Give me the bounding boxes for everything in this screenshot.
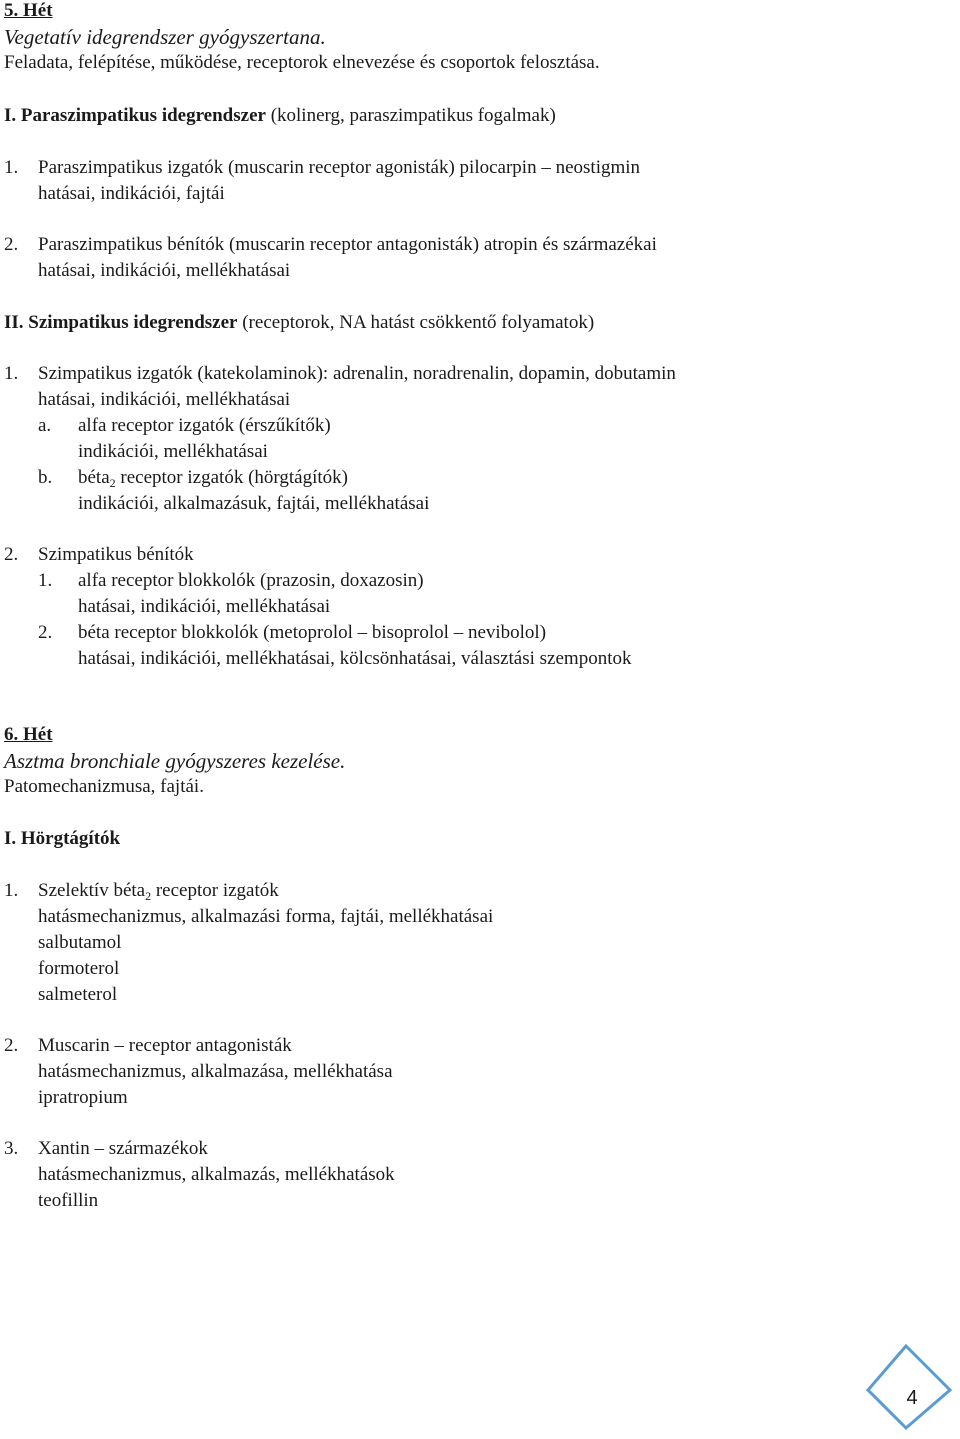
list-item: [4, 155, 640, 181]
page-number-mark: [864, 1342, 954, 1432]
item-number: 1.: [38, 570, 53, 591]
drug-name: teofillin: [38, 1190, 99, 1211]
item-text: Szelektív béta: [38, 880, 146, 901]
item-text: Paraszimpatikus izgatók (muscarin receptor agonisták) pilocarpin – neostigmin: [38, 157, 641, 178]
item-text: béta receptor blokkolók (metoprolol – bisoprolol – nevibolol): [78, 622, 547, 643]
section-title: I. Paraszimpatikus idegrendszer: [4, 105, 266, 126]
list-item: [4, 1033, 292, 1059]
drug-name: salbutamol: [38, 932, 122, 953]
item-number: 1.: [4, 880, 19, 901]
item-number: b.: [38, 467, 53, 488]
item-number: 1.: [4, 157, 19, 178]
subscript: 2: [109, 476, 116, 490]
list-item: [4, 361, 676, 387]
week6-subtitle: Patomechanizmusa, fajtái.: [4, 776, 204, 797]
item-number: 1.: [4, 363, 19, 384]
item-text: Paraszimpatikus bénítók (muscarin receptor antagonisták) atropin és származékai: [38, 234, 657, 255]
week6-title: Asztma bronchiale gyógyszeres kezelése.: [4, 749, 346, 773]
section-note: (receptorok, NA hatást csökkentő folyamatok): [237, 312, 595, 333]
week5-subtitle: Feladata, felépítése, működése, receptorok elnevezése és csoportok felosztása.: [4, 52, 600, 73]
item-detail: hatásai, indikációi, mellékhatásai: [38, 389, 291, 410]
item-text: receptor izgatók: [151, 880, 279, 901]
week6-heading: 6. Hét: [4, 724, 53, 745]
item-detail: hatásai, indikációi, mellékhatásai, kölcsönhatásai, választási szempontok: [78, 648, 632, 669]
drug-name: formoterol: [38, 958, 120, 979]
item-text: alfa receptor blokkolók (prazosin, doxazosin): [78, 570, 424, 591]
list-item: [4, 542, 194, 568]
item-text: alfa receptor izgatók (érszűkítők): [78, 415, 331, 436]
drug-name: ipratropium: [38, 1087, 128, 1108]
item-text: Muscarin – receptor antagonisták: [38, 1035, 292, 1056]
list-item: [38, 413, 331, 439]
week5-title: Vegetatív idegrendszer gyógyszertana.: [4, 25, 326, 49]
item-text: Xantin – származékok: [38, 1138, 208, 1159]
item-number: a.: [38, 415, 52, 436]
item-text: béta: [78, 467, 110, 488]
section-bronchodilators: I. Hörgtágítók: [4, 828, 121, 849]
list-item: [4, 232, 657, 258]
item-number: 2.: [4, 1035, 19, 1056]
item-detail: hatásmechanizmus, alkalmazás, mellékhatások: [38, 1164, 395, 1185]
item-detail: hatásmechanizmus, alkalmazási forma, fajtái, mellékhatásai: [38, 906, 494, 927]
item-detail: hatásai, indikációi, mellékhatásai: [78, 596, 331, 617]
item-text: receptor izgatók (hörgtágítók): [115, 467, 348, 488]
item-detail: hatásai, indikációi, fajtái: [38, 183, 225, 204]
item-text: Szimpatikus bénítók: [38, 544, 194, 565]
section-note: (kolinerg, paraszimpatikus fogalmak): [265, 105, 556, 126]
item-detail: hatásmechanizmus, alkalmazása, mellékhatása: [38, 1061, 393, 1082]
item-number: 2.: [4, 544, 19, 565]
item-text: Szimpatikus izgatók (katekolaminok): adrenalin, noradrenalin, dopamin, dobutamin: [38, 363, 676, 384]
list-item: [38, 620, 546, 646]
item-detail: indikációi, mellékhatásai: [78, 441, 268, 462]
subscript: 2: [145, 889, 152, 903]
item-detail: indikációi, alkalmazásuk, fajtái, mellékhatásai: [78, 493, 430, 514]
week5-heading: 5. Hét: [4, 0, 53, 21]
item-detail: hatásai, indikációi, mellékhatásai: [38, 260, 291, 281]
section-sympathetic: [4, 310, 594, 336]
list-item: [38, 465, 348, 491]
list-item: [4, 878, 279, 904]
section-parasympathetic: [4, 103, 556, 129]
item-number: 3.: [4, 1138, 19, 1159]
page-number: 4: [906, 1387, 918, 1409]
section-title: II. Szimpatikus idegrendszer: [4, 312, 238, 333]
item-number: 2.: [38, 622, 53, 643]
list-item: [4, 1136, 208, 1162]
list-item: [38, 568, 424, 594]
item-number: 2.: [4, 234, 19, 255]
drug-name: salmeterol: [38, 984, 118, 1005]
